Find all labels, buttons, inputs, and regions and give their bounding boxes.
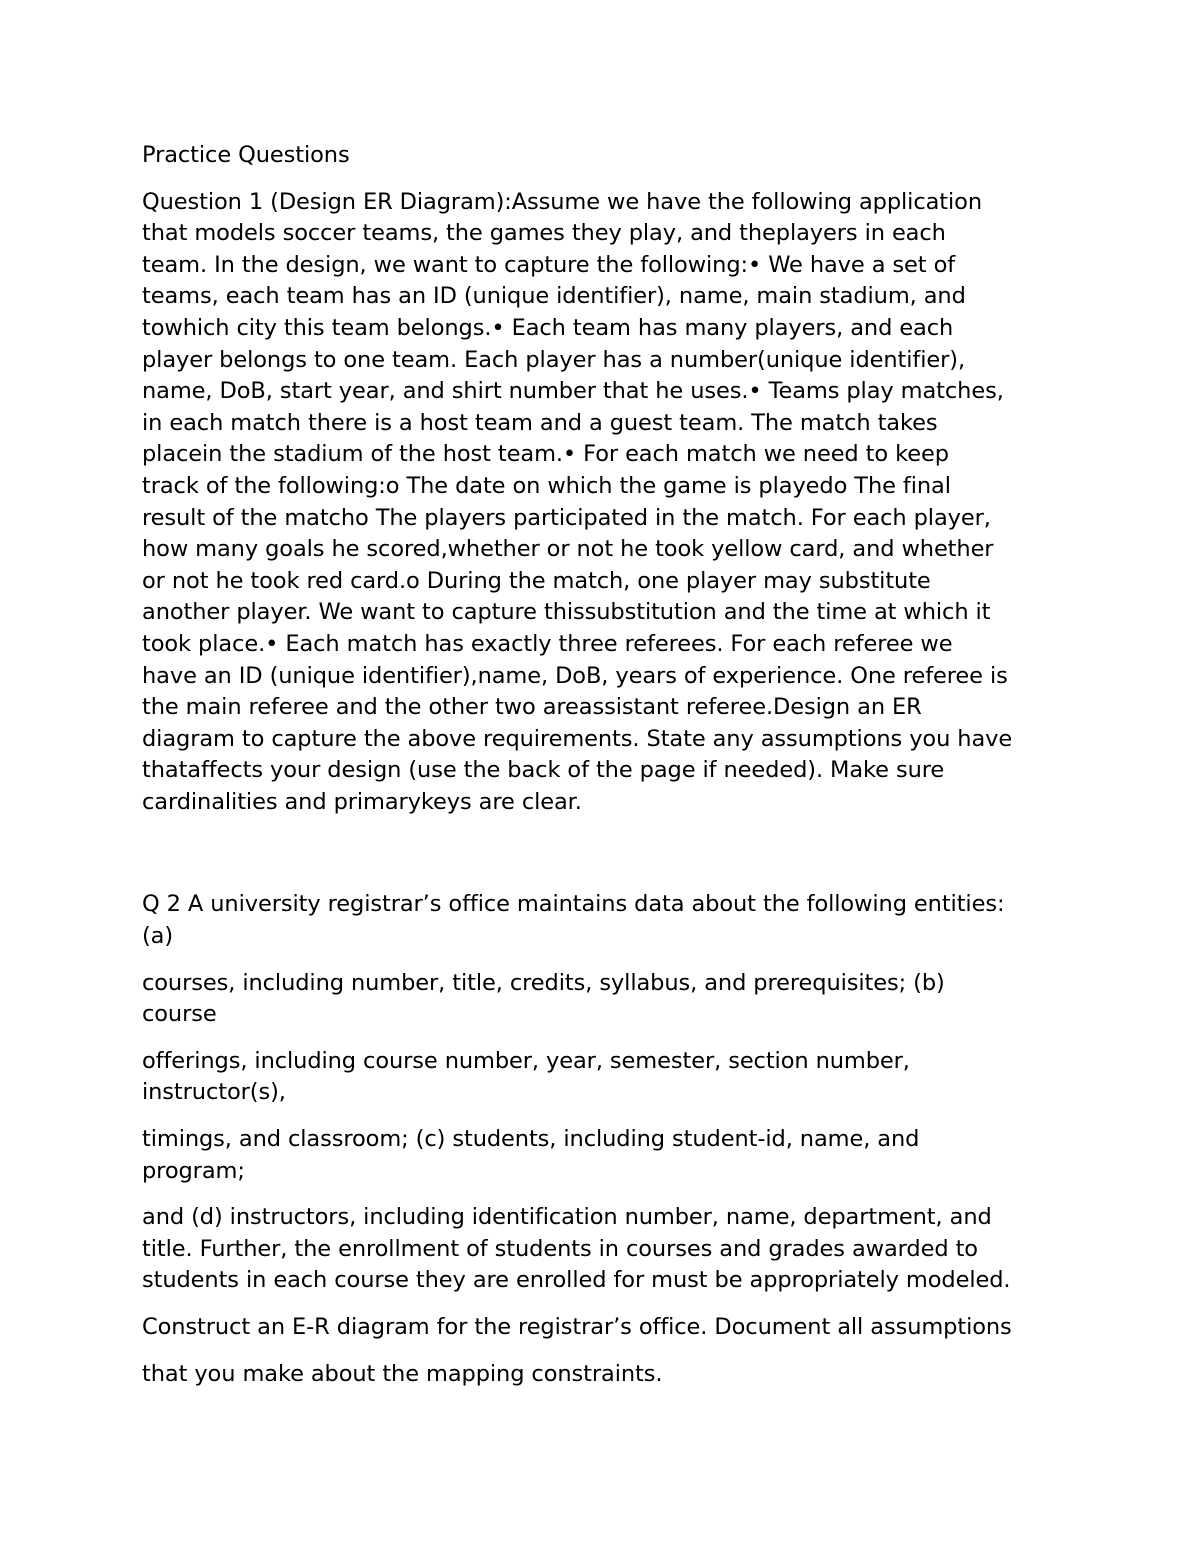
question-2-paragraph-4 (142, 1124, 1072, 1187)
q2-line: that you make about the mapping constraints. (142, 1360, 663, 1387)
document-title: Practice Questions (142, 142, 350, 168)
question-2-paragraph-1 (142, 889, 1072, 952)
document-body (142, 140, 1072, 1405)
q2-line: program; (142, 1157, 245, 1184)
section-spacer (142, 833, 1072, 889)
q2-line: instructor(s), (142, 1079, 286, 1106)
q1-line: player belongs to one team. Each player has a number(unique identifier), (142, 346, 966, 373)
q2-line: title. Further, the enrollment of students in courses and grades awarded to (142, 1235, 978, 1262)
q2-line: offerings, including course number, year, semester, section number, (142, 1047, 910, 1074)
q1-line: have an ID (unique identifier),name, DoB, years of experience. One referee is (142, 662, 1008, 689)
question-2-paragraph-5 (142, 1202, 1072, 1297)
q1-line: result of the matcho The players participated in the match. For each player, (142, 504, 991, 531)
q1-line: thataffects your design (use the back of the page if needed). Make sure (142, 757, 945, 784)
q1-line: teams, each team has an ID (unique identifier), name, main stadium, and (142, 283, 966, 310)
q1-line: towhich city this team belongs.• Each team has many players, and each (142, 314, 954, 341)
q1-line: that models soccer teams, the games they play, and theplayers in each (142, 220, 946, 247)
q1-line: the main referee and the other two areassistant referee.Design an ER (142, 694, 922, 721)
q1-line: name, DoB, start year, and shirt number that he uses.• Teams play matches, (142, 378, 1004, 405)
q1-line: diagram to capture the above requirements. State any assumptions you have (142, 725, 1013, 752)
q1-line: team. In the design, we want to capture the following:• We have a set of (142, 251, 956, 278)
q2-line: (a) (142, 923, 174, 950)
question-2-paragraph-7 (142, 1359, 1072, 1391)
q1-line: took place.• Each match has exactly three referees. For each referee we (142, 630, 953, 657)
q2-line: and (d) instructors, including identification number, name, department, and (142, 1204, 992, 1231)
q2-line: course (142, 1001, 217, 1028)
q2-line: students in each course they are enrolled for must be appropriately modeled. (142, 1267, 1011, 1294)
q1-line: in each match there is a host team and a guest team. The match takes (142, 409, 938, 436)
q1-line: track of the following:o The date on which the game is playedo The final (142, 472, 951, 499)
q1-line: another player. We want to capture thissubstitution and the time at which it (142, 599, 991, 626)
q2-line: courses, including number, title, credits, syllabus, and prerequisites; (b) (142, 969, 945, 996)
q2-line: Q 2 A university registrar’s office maintains data about the following entities: (142, 891, 1005, 918)
question-1-text (142, 187, 1072, 819)
q1-line: cardinalities and primarykeys are clear. (142, 788, 582, 815)
q1-line: Question 1 (Design ER Diagram):Assume we have the following application (142, 188, 982, 215)
q1-line: placein the stadium of the host team.• For each match we need to keep (142, 441, 949, 468)
q1-line: how many goals he scored,whether or not he took yellow card, and whether (142, 536, 994, 563)
question-2-paragraph-2 (142, 968, 1072, 1031)
question-2-paragraph-3 (142, 1046, 1072, 1109)
question-2-paragraph-6 (142, 1312, 1072, 1344)
q2-line: timings, and classroom; (c) students, including student-id, name, and (142, 1126, 920, 1153)
q1-line: or not he took red card.o During the match, one player may substitute (142, 567, 931, 594)
q2-line: Construct an E-R diagram for the registrar’s office. Document all assumptions (142, 1314, 1012, 1340)
